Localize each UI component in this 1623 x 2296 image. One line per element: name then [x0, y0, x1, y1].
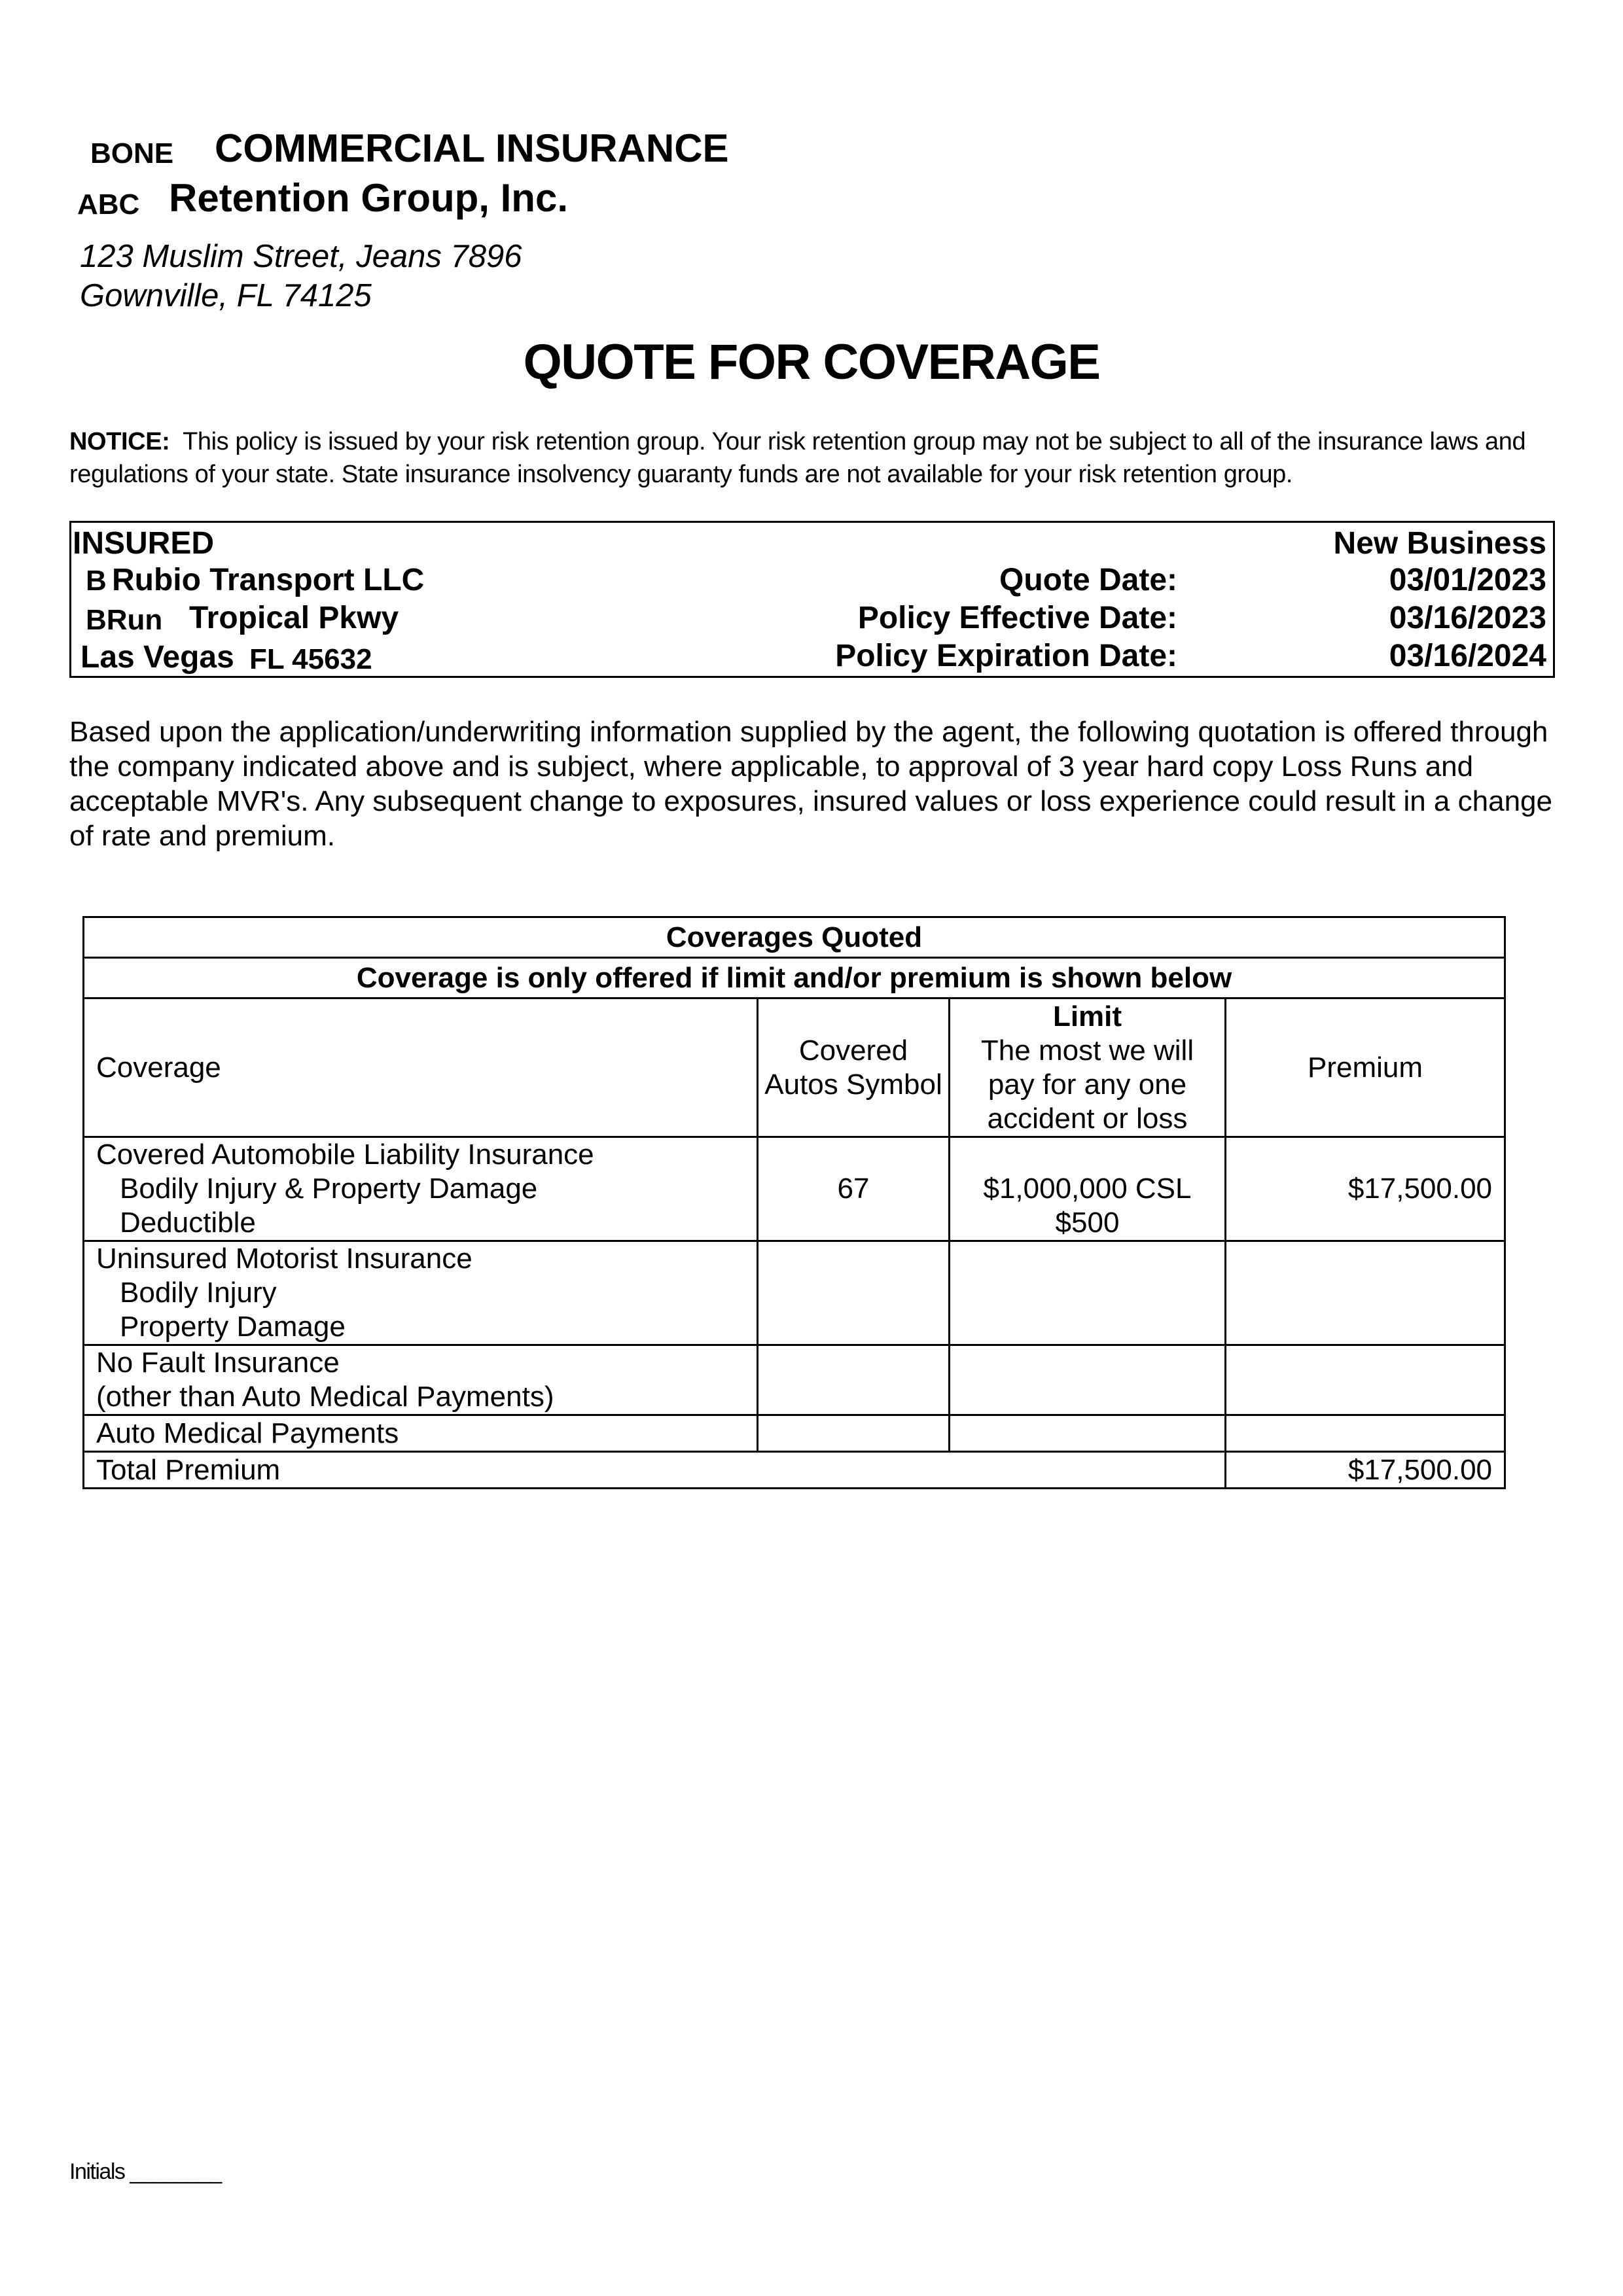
- table-header-row: [84, 998, 1505, 1137]
- no-fault-limit: [950, 1345, 1226, 1415]
- notice-label: NOTICE:: [69, 428, 170, 455]
- insured-heading: INSURED: [73, 526, 215, 561]
- company-address-line1: 123 Muslim Street, Jeans 7896: [80, 239, 522, 274]
- table-total-row: [84, 1452, 1505, 1489]
- company-address-line2: Gownville, FL 74125: [80, 278, 372, 313]
- uninsured-title: Uninsured Motorist Insurance: [96, 1243, 473, 1275]
- table-row: [84, 1241, 1505, 1345]
- header-limit-title: Limit: [1052, 1000, 1122, 1033]
- insured-state-zip: FL 45632: [249, 643, 372, 675]
- company-name-line1: COMMERCIAL INSURANCE: [215, 126, 729, 170]
- uninsured-sub1: Bodily Injury: [120, 1277, 277, 1309]
- liability-sub2: Deductible: [120, 1207, 256, 1239]
- no-fault-sub1: (other than Auto Medical Payments): [96, 1381, 554, 1413]
- uninsured-premium: [1226, 1241, 1505, 1345]
- header-limit: [950, 998, 1226, 1137]
- insured-name-prefix: B: [86, 565, 107, 597]
- no-fault-title: No Fault Insurance: [96, 1347, 340, 1379]
- uninsured-coverage: [84, 1241, 758, 1345]
- uninsured-symbol: [758, 1241, 950, 1345]
- coverage-table: [82, 916, 1506, 1489]
- header-limit-line2: pay for any one: [988, 1068, 1187, 1101]
- header-limit-line3: accident or loss: [987, 1102, 1188, 1135]
- medical-symbol: [758, 1415, 950, 1452]
- insured-street-prefix: BRun: [86, 604, 163, 636]
- notice: [69, 425, 1529, 491]
- total-premium-label: Total Premium: [84, 1452, 1226, 1489]
- table-title: Coverages Quoted: [84, 917, 1505, 958]
- quote-date-label: Quote Date:: [999, 563, 1177, 597]
- expiration-date: 03/16/2024: [1389, 639, 1546, 673]
- no-fault-symbol: [758, 1345, 950, 1415]
- insured-city: Las Vegas: [80, 640, 234, 675]
- company-prefix-bone: BONE: [90, 137, 174, 169]
- medical-premium: [1226, 1415, 1505, 1452]
- header-symbol-line1: Covered: [798, 1034, 908, 1067]
- initials-field: [69, 2159, 221, 2185]
- insured-street: Tropical Pkwy: [189, 601, 399, 635]
- table-title-row: [84, 917, 1505, 958]
- medical-limit: [950, 1415, 1226, 1452]
- header-coverage: Coverage: [84, 998, 758, 1137]
- initials-blank: ________: [130, 2159, 221, 2184]
- liability-coverage: [84, 1137, 758, 1241]
- header-symbol: [758, 998, 950, 1137]
- liability-symbol: 67: [758, 1137, 950, 1241]
- table-row: [84, 1137, 1505, 1241]
- notice-text: This policy is issued by your risk retention group. Your risk retention group may not be subject to all of the insurance laws and regulations of your state. State insurance insolvency guaranty funds are not available for your risk retention group.: [69, 428, 1526, 488]
- intro-paragraph: Based upon the application/underwriting information supplied by the agent, the following quotation is offered through the company indicated above and is subject, where applicable, to approval of 3 year hard copy Loss Runs and acceptable MVR's. Any subsequent change to exposures, insured values or loss experience could result in a change of rate and premium.: [69, 716, 1552, 852]
- insured-box: [69, 521, 1555, 678]
- medical-coverage: Auto Medical Payments: [84, 1415, 758, 1452]
- liability-limit-cell: [950, 1137, 1226, 1241]
- liability-deductible: $500: [1055, 1207, 1120, 1239]
- insured-name: Rubio Transport LLC: [112, 563, 425, 597]
- liability-limit: $1,000,000 CSL: [983, 1173, 1192, 1205]
- liability-title: Covered Automobile Liability Insurance: [96, 1139, 594, 1171]
- table-subtitle: Coverage is only offered if limit and/or premium is shown below: [84, 958, 1505, 998]
- total-premium-value: $17,500.00: [1226, 1452, 1505, 1489]
- expiration-date-label: Policy Expiration Date:: [835, 639, 1177, 673]
- business-type: New Business: [1333, 526, 1546, 561]
- liability-premium: $17,500.00: [1226, 1137, 1505, 1241]
- effective-date-label: Policy Effective Date:: [857, 601, 1177, 635]
- table-row: [84, 1345, 1505, 1415]
- liability-sub1: Bodily Injury & Property Damage: [120, 1173, 538, 1205]
- no-fault-coverage: [84, 1345, 758, 1415]
- table-row: [84, 1415, 1505, 1452]
- header-limit-line1: The most we will: [980, 1034, 1194, 1067]
- table-subtitle-row: [84, 958, 1505, 998]
- uninsured-sub2: Property Damage: [120, 1311, 346, 1343]
- company-name-line2: Retention Group, Inc.: [169, 176, 568, 220]
- quote-date: 03/01/2023: [1389, 563, 1546, 597]
- initials-label: Initials: [69, 2159, 125, 2184]
- effective-date: 03/16/2023: [1389, 601, 1546, 635]
- header-symbol-line2: Autos Symbol: [764, 1068, 942, 1101]
- page-title: QUOTE FOR COVERAGE: [523, 334, 1100, 390]
- no-fault-premium: [1226, 1345, 1505, 1415]
- uninsured-limit: [950, 1241, 1226, 1345]
- header-premium: Premium: [1226, 998, 1505, 1137]
- company-prefix-abc: ABC: [77, 188, 140, 221]
